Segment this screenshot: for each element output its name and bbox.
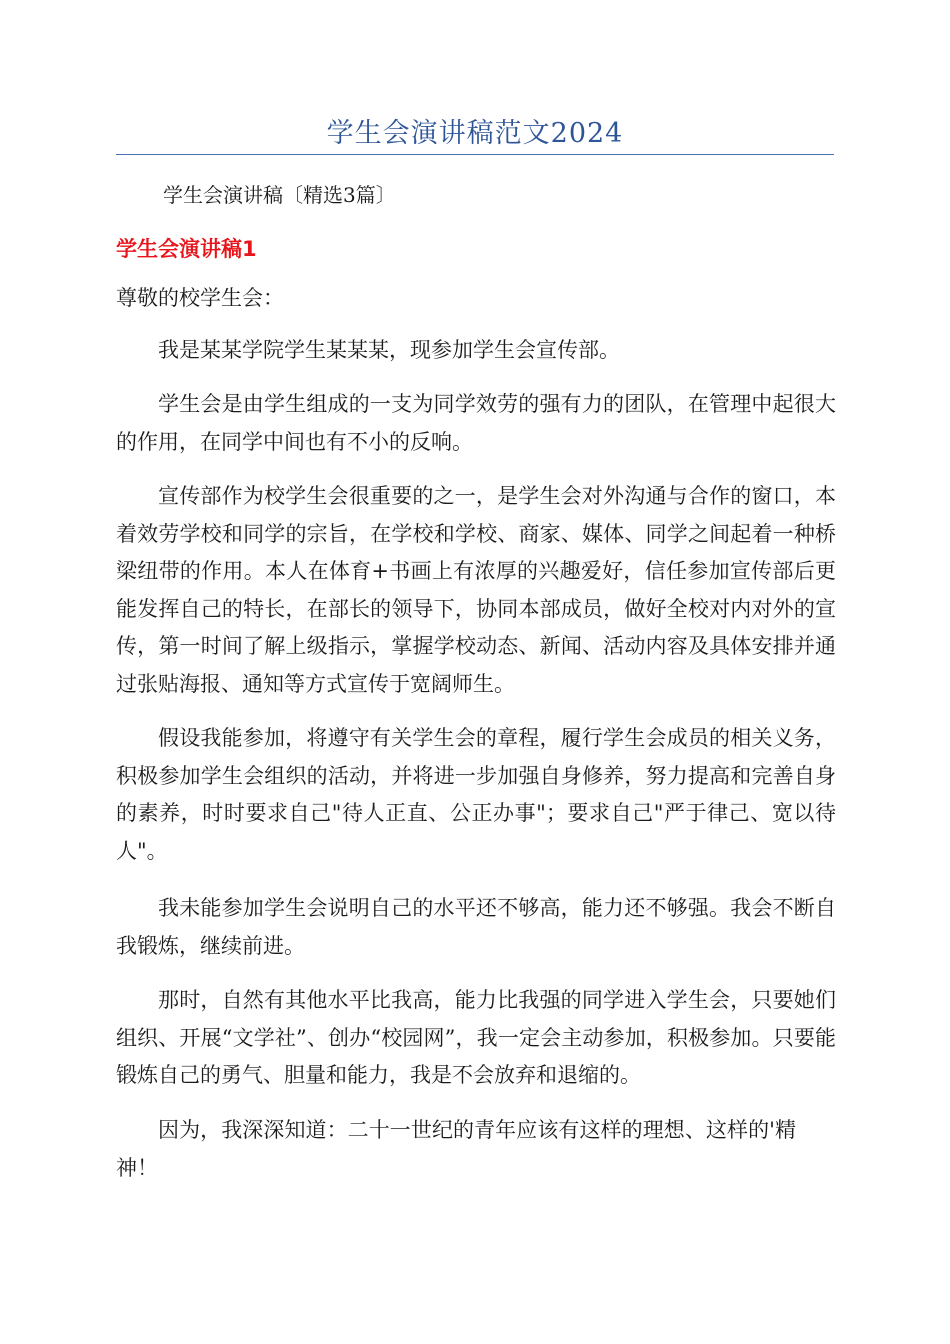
document-title: 学生会演讲稿范文2024 bbox=[326, 118, 624, 149]
paragraph-6: 那时，自然有其他水平比我高，能力比我强的同学进入学生会，只要她们组织、开展“文学社”、创办“校园网”，我一定会主动参加，积极参加。只要能锻炼自己的勇气、胆量和能力，我是不会放弃和退缩的。 bbox=[116, 988, 836, 1087]
paragraph-7: 因为，我深深知道：二十一世纪的青年应该有这样的理想、这样的'精神！ bbox=[116, 1118, 796, 1180]
salutation: 尊敬的校学生会： bbox=[116, 286, 284, 310]
section-heading: 学生会演讲稿1 bbox=[116, 237, 257, 261]
paragraph-2: 学生会是由学生组成的一支为同学效劳的强有力的团队，在管理中起很大的作用，在同学中间也有不小的反响。 bbox=[116, 392, 836, 454]
document-subtitle: 学生会演讲稿〔精选3篇〕 bbox=[163, 183, 396, 207]
title-underline bbox=[116, 154, 834, 155]
paragraph-4: 假设我能参加，将遵守有关学生会的章程，履行学生会成员的相关义务，积极参加学生会组织的活动，并将进一步加强自身修养，努力提高和完善自身的素养，时时要求自己"待人正直、公正办事"；要求自己"严于律己、宽以待人"。 bbox=[116, 726, 836, 863]
paragraph-5: 我未能参加学生会说明自己的水平还不够高，能力还不够强。我会不断自我锻炼，继续前进。 bbox=[116, 896, 836, 958]
paragraph-1: 我是某某学院学生某某某，现参加学生会宣传部。 bbox=[158, 338, 620, 362]
paragraph-3: 宣传部作为校学生会很重要的之一，是学生会对外沟通与合作的窗口，本着效劳学校和同学的宗旨，在学校和学校、商家、媒体、同学之间起着一种桥梁纽带的作用。本人在体育+书画上有浓厚的兴趣爱好，信任参加宣传部后更能发挥自己的特长，在部长的领导下，协同本部成员，做好全校对内对外的宣传，第一时间了解上级指示，掌握学校动态、新闻、活动内容及具体安排并通过张贴海报、通知等方式宣传于宽阔师生。 bbox=[116, 484, 836, 696]
